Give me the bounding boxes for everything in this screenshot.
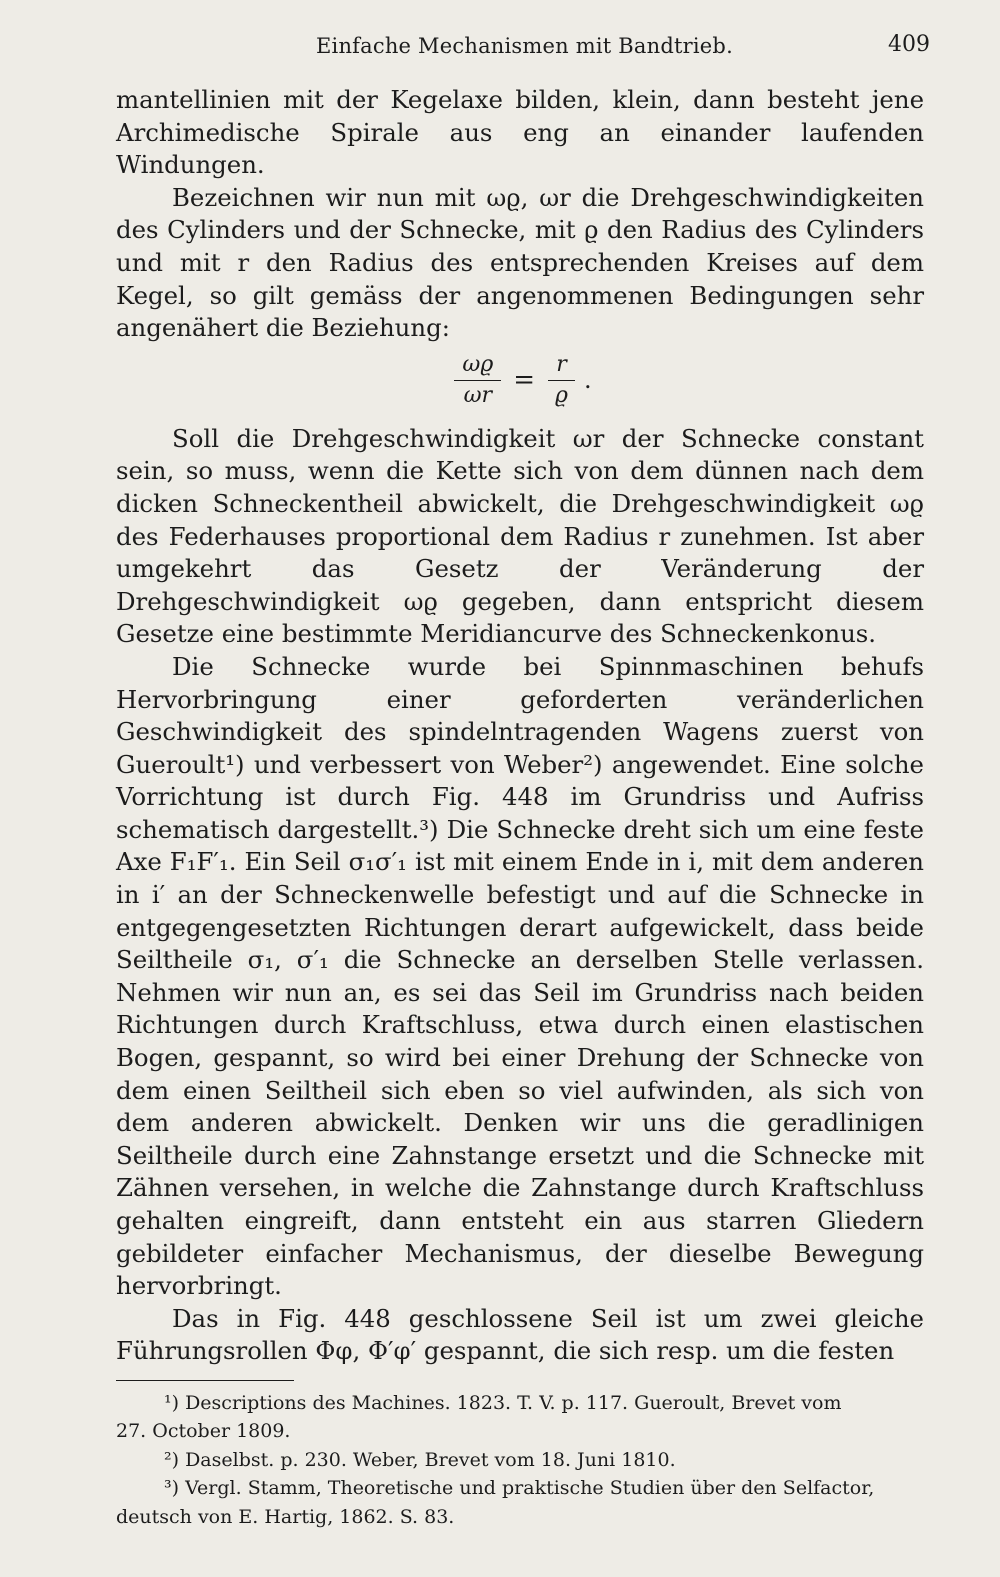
footnote-2: ²) Daselbst. p. 230. Weber, Brevet vom 18. Juni 1810. xyxy=(164,1448,676,1471)
running-title: Einfache Mechanismen mit Bandtrieb. xyxy=(316,34,733,58)
formula-lhs-denominator: ωr xyxy=(463,383,493,409)
formula-rhs-numerator: r xyxy=(548,350,575,381)
formula-rhs-fraction xyxy=(547,350,576,411)
paragraph-5: Das in Fig. 448 geschlossene Seil ist um zwei gleiche Führungsrollen Φφ, Φ′φ′ gespannt, die sich resp. um die festen xyxy=(116,1303,924,1366)
formula-lhs-fraction xyxy=(454,350,501,411)
running-head xyxy=(116,30,930,66)
footnote-rule xyxy=(116,1380,294,1381)
formula-period: . xyxy=(583,366,592,395)
paragraph-4: Die Schnecke wurde bei Spinnmaschinen behufs Hervorbringung einer geforderten veränderlichen Geschwindigkeit des spindelntragenden Wagens zuerst von Gueroult¹) und verbessert von Weber²) angewendet. Eine solche Vorrichtung ist durch Fig. 448 im Grundriss und Aufriss schematisch dargestellt.³) Die Schnecke dreht sich um eine feste Axe F₁F′₁. Ein Seil σ₁σ′₁ ist mit einem Ende in i, mit dem anderen in i′ an der Schneckenwelle befestigt und auf die Schnecke in entgegengesetzten Richtungen derart aufgewickelt, dass beide Seiltheile σ₁, σ′₁ die Schnecke an derselben Stelle verlassen. Nehmen wir nun an, es sei das Seil im Grundriss nach beiden Richtungen durch Kraftschluss, etwa durch einen elastischen Bogen, gespannt, so wird bei einer Drehung der Schnecke von dem einen Seiltheil sich eben so viel aufwinden, als sich von dem anderen abwickelt. Denken wir uns die geradlinigen Seiltheile durch eine Zahnstange ersetzt und die Schnecke mit Zähnen versehen, in welche die Zahnstange durch Kraftschluss gehalten eingreift, dann entsteht ein aus starren Gliedern gebildeter einfacher Mechanismus, der dieselbe Bewegung hervorbringt. xyxy=(116,651,924,1301)
body-text xyxy=(116,84,924,1368)
paragraph-1: mantellinien mit der Kegelaxe bilden, klein, dann besteht jene Archimedische Spirale aus eng an einander laufenden Windungen. xyxy=(116,85,924,180)
formula-equals: = xyxy=(513,365,536,396)
paragraph-2: Bezeichnen wir nun mit ωϱ, ωr die Drehgeschwindigkeiten des Cylinders und der Schnecke, mit ϱ den Radius des Cylinders und mit r den Radius des entsprechenden Kreises auf dem Kegel, so gilt gemäss der angenommenen Bedingungen sehr angenähert die Beziehung: xyxy=(116,182,924,343)
page-number: 409 xyxy=(888,32,930,57)
footnote-3-line-1: ³) Vergl. Stamm, Theoretische und praktische Studien über den Selfactor, xyxy=(164,1477,875,1500)
footnotes xyxy=(116,1389,924,1532)
formula-rhs-denominator: ϱ xyxy=(555,383,568,409)
footnote-3-line-2: deutsch von E. Hartig, 1862. S. 83. xyxy=(116,1505,455,1528)
formula-lhs-numerator: ωϱ xyxy=(454,350,501,381)
formula xyxy=(116,341,924,421)
paragraph-3: Soll die Drehgeschwindigkeit ωr der Schnecke constant sein, so muss, wenn die Kette sich von dem dünnen nach dem dicken Schneckentheil abwickelt, die Drehgeschwindigkeit ωϱ des Federhauses proportional dem Radius r zunehmen. Ist aber umgekehrt das Gesetz der Veränderung der Drehgeschwindigkeit ωϱ gegeben, dann entspricht diesem Gesetze eine bestimmte Meridiancurve des Schneckenkonus. xyxy=(116,423,924,649)
footnote-1-line-1: ¹) Descriptions des Machines. 1823. T. V. p. 117. Gueroult, Brevet vom xyxy=(164,1391,842,1414)
footnote-1-line-2: 27. October 1809. xyxy=(116,1420,291,1443)
